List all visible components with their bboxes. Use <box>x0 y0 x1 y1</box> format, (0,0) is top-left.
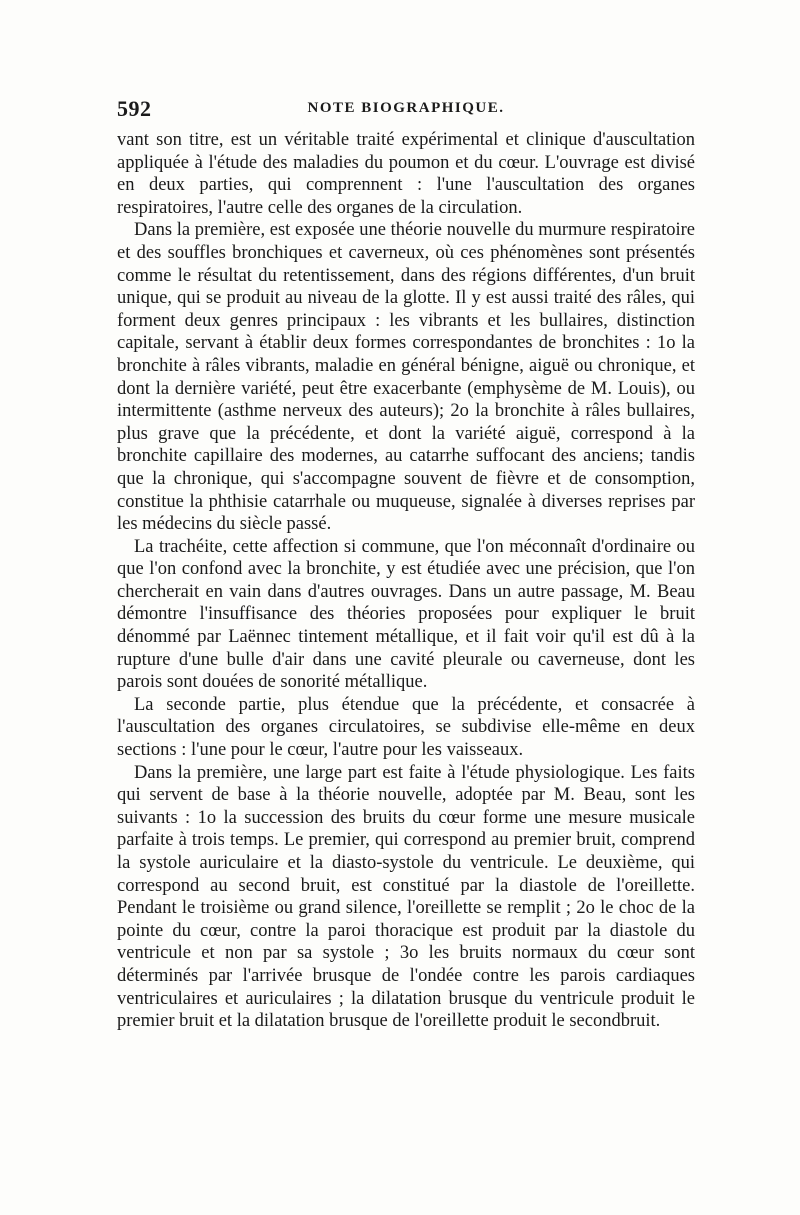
page-number: 592 <box>117 96 152 121</box>
running-head <box>117 96 695 126</box>
paragraph-second-part: La seconde partie, plus étendue que la précédente, et consacrée à l'auscultation des organes circulatoires, se subdivise elle-même en deux sections : l'une pour le cœur, l'autre pour les vaisseaux. <box>117 694 695 761</box>
paragraph-heart: Dans la première, une large part est faite à l'étude physiologique. Les faits qui servent de base à la théorie nouvelle, adoptée par M. Beau, sont les suivants : 1o la succession des bruits du cœur forme une mesure musicale parfaite à trois temps. Le premier, qui correspond au premier bruit, comprend la systole auriculaire et la diasto-systole du ventricule. Le deuxième, qui correspond au second bruit, est constitué par la diastole de l'oreillette. Pendant le troisième ou grand silence, l'oreillette se remplit ; 2o le choc de la pointe du cœur, contre la paroi thoracique est produit par la diastole du ventricule et non par sa systole ; 3o les bruits normaux du cœur sont déterminés par l'arrivée brusque de l'ondée contre les parois cardiaques ventriculaires et auriculaires ; la dilatation brusque du ventricule produit le premier bruit et la dilatation brusque de l'oreillette produit le secondbruit. <box>117 762 695 1032</box>
paragraph-tracheite: La trachéite, cette affection si commune, que l'on méconnaît d'ordinaire ou que l'on confond avec la bronchite, y est étudiée avec une précision, que l'on chercherait en vain dans d'autres ouvrages. Dans un autre passage, M. Beau démontre l'insuffisance des théories proposées pour expliquer le bruit dénommé par Laënnec tintement métallique, et il fait voir qu'il est dû à la rupture d'une bulle d'air dans une cavité pleurale ou caverneuse, dont les parois sont douées de sonorité métallique. <box>117 536 695 693</box>
running-title: NOTE BIOGRAPHIQUE. <box>307 100 505 116</box>
paragraph-respiratory: Dans la première, est exposée une théorie nouvelle du murmure respiratoire et des souffles bronchiques et caverneux, où ces phénomènes sont présentés comme le résultat du retentissement, dans des régions différentes, d'un bruit unique, qui se produit au niveau de la glotte. Il y est aussi traité des râles, qui forment deux genres principaux : les vibrants et les bullaires, distinction capitale, servant à établir deux formes correspondantes de bronchites : 1o la bronchite à râles vibrants, maladie en général bénigne, aiguë ou chronique, et dont la dernière variété, peut être exacerbante (emphysème de M. Louis), ou intermittente (asthme nerveux des auteurs); 2o la bronchite à râles bullaires, plus grave que la précédente, et dont la variété aiguë, correspond à la bronchite capillaire des modernes, au catarrhe suffocant des anciens; tandis que la chronique, qui s'accompagne souvent de fièvre et de consomption, constitue la phthisie catarrhale ou muqueuse, signalée à diverses reprises par les médecins du siècle passé. <box>117 220 695 535</box>
body-text <box>117 129 695 1033</box>
paragraph-continuation: vant son titre, est un véritable traité expérimental et clinique d'auscultation appliquée à l'étude des maladies du poumon et du cœur. L'ouvrage est divisé en deux parties, qui comprennent : l'une l'auscultation des organes respiratoires, l'autre celle des organes de la circulation. <box>117 130 695 218</box>
